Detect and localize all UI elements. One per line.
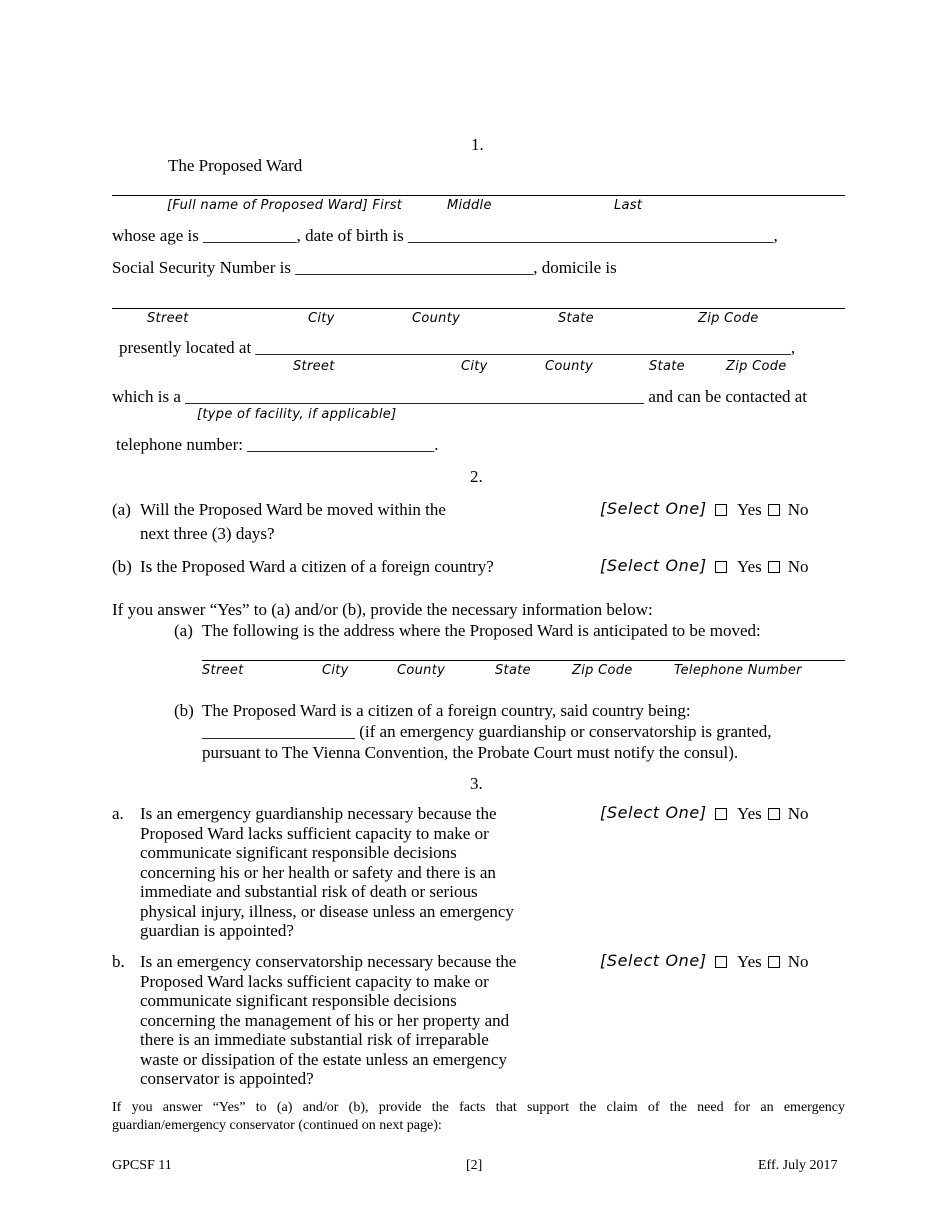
sub-b-marker: (b)	[174, 701, 194, 720]
question-2b-line1: Is the Proposed Ward a citizen of a foreign country?	[140, 557, 494, 576]
facility-line[interactable]: which is a ______________________________________________________ and can be contacted at	[112, 387, 808, 406]
telephone-line[interactable]: telephone number: ______________________.	[116, 435, 439, 454]
question-2a-line1: Will the Proposed Ward be moved within the	[140, 500, 446, 519]
question-3a-options	[715, 804, 815, 824]
domicile-address-line[interactable]	[112, 308, 845, 309]
question-2a-marker: (a)	[112, 500, 131, 519]
no-label: No	[787, 557, 809, 576]
located-label-zip: Zip Code	[726, 359, 787, 374]
sub-b-line2[interactable]: __________________ (if an emergency guardianship or conservatorship is granted,	[202, 722, 772, 741]
yes-checkbox[interactable]	[715, 956, 727, 968]
located-label-city: City	[461, 359, 488, 374]
question-3a-line: concerning his or her health or safety and there is an	[140, 862, 496, 882]
question-3a-line: guardian is appointed?	[140, 921, 294, 940]
yes-checkbox[interactable]	[715, 504, 727, 516]
domicile-label-street: Street	[147, 311, 189, 326]
yes-label: Yes	[737, 557, 762, 576]
footer-effective-date: Eff. July 2017	[758, 1158, 838, 1173]
if-yes-instruction: If you answer “Yes” to (a) and/or (b), provide the necessary information below:	[112, 600, 653, 619]
no-label: No	[787, 804, 809, 823]
section-1-heading: The Proposed Ward	[168, 156, 303, 175]
no-label: No	[787, 952, 809, 971]
move-label-telephone: Telephone Number	[674, 663, 802, 678]
question-3a-line: immediate and substantial risk of death or serious	[140, 882, 478, 901]
domicile-label-county: County	[412, 311, 461, 326]
move-label-county: County	[397, 663, 446, 678]
question-3b-line: communicate significant responsible decisions	[140, 991, 457, 1010]
move-label-street: Street	[202, 663, 244, 678]
age-dob-line[interactable]: whose age is ___________, date of birth is ___________________________________________,	[112, 226, 778, 245]
footer-page-number: [2]	[466, 1158, 483, 1173]
question-3a-line: communicate significant responsible decisions	[140, 843, 457, 862]
facts-instruction-line1: If you answer “Yes” to (a) and/or (b), provide the facts that support the claim of the need for an emergency	[112, 1100, 845, 1115]
yes-label: Yes	[737, 500, 762, 519]
yes-checkbox[interactable]	[715, 808, 727, 820]
no-label: No	[787, 500, 809, 519]
question-3b-line: waste or dissipation of the estate unless an emergency	[140, 1049, 507, 1069]
section-3-number: 3.	[470, 774, 483, 793]
move-address-line[interactable]	[202, 660, 845, 661]
located-label-street: Street	[293, 359, 335, 374]
move-label-zip: Zip Code	[572, 663, 633, 678]
question-3b-options	[715, 952, 815, 972]
question-3a-line: Proposed Ward lacks sufficient capacity to make or	[140, 823, 489, 843]
no-checkbox[interactable]	[768, 808, 780, 820]
yes-label: Yes	[737, 804, 762, 823]
question-3b-line: Is an emergency conservatorship necessary because the	[140, 952, 517, 971]
select-one-label: [Select One]	[600, 556, 707, 575]
no-checkbox[interactable]	[768, 956, 780, 968]
question-3b-line: concerning the management of his or her property and	[140, 1010, 510, 1030]
full-name-line[interactable]	[112, 195, 845, 196]
section-2-number: 2.	[470, 467, 483, 486]
select-one-label: [Select One]	[600, 499, 707, 518]
located-label-county: County	[545, 359, 594, 374]
question-2a-line2: next three (3) days?	[140, 524, 275, 543]
footer-form-id: GPCSF 11	[112, 1158, 172, 1173]
ssn-domicile-line[interactable]: Social Security Number is ____________________________, domicile is	[112, 258, 617, 277]
question-3b-line: conservator is appointed?	[140, 1069, 314, 1088]
question-3a-line: physical injury, illness, or disease unless an emergency	[140, 901, 514, 921]
domicile-label-city: City	[308, 311, 335, 326]
domicile-label-state: State	[558, 311, 594, 326]
move-label-state: State	[495, 663, 531, 678]
domicile-label-zip: Zip Code	[698, 311, 759, 326]
question-3a-marker: a.	[112, 804, 124, 823]
no-checkbox[interactable]	[768, 504, 780, 516]
question-3a-line: Is an emergency guardianship necessary because the	[140, 804, 497, 823]
select-one-label: [Select One]	[600, 951, 707, 970]
question-2a-options	[715, 500, 815, 520]
name-label-middle: Middle	[447, 198, 492, 213]
facts-instruction-line2: guardian/emergency conservator (continued on next page):	[112, 1118, 442, 1133]
question-3b-line: there is an immediate substantial risk of irreparable	[140, 1030, 489, 1049]
sub-a-marker: (a)	[174, 621, 193, 640]
question-3b-text	[140, 952, 580, 1089]
name-label-last: Last	[614, 198, 643, 213]
section-1-number: 1.	[471, 135, 484, 154]
question-3b-line: Proposed Ward lacks sufficient capacity to make or	[140, 971, 489, 991]
question-3a-text	[140, 804, 580, 941]
name-label-first: [Full name of Proposed Ward] First	[167, 198, 403, 213]
located-label-state: State	[649, 359, 685, 374]
sub-a-text: The following is the address where the Proposed Ward is anticipated to be moved:	[202, 621, 761, 640]
yes-checkbox[interactable]	[715, 561, 727, 573]
sub-b-line1: The Proposed Ward is a citizen of a foreign country, said country being:	[202, 701, 691, 720]
question-3b-marker: b.	[112, 952, 125, 971]
sub-b-line3: pursuant to The Vienna Convention, the Probate Court must notify the consul).	[202, 743, 739, 762]
no-checkbox[interactable]	[768, 561, 780, 573]
question-2b-marker: (b)	[112, 557, 132, 576]
question-2b-options	[715, 557, 815, 577]
presently-located-line[interactable]: presently located at _______________________________________________________________,	[119, 338, 796, 357]
select-one-label: [Select One]	[600, 803, 707, 822]
move-label-city: City	[322, 663, 349, 678]
yes-label: Yes	[737, 952, 762, 971]
facility-label: [type of facility, if applicable]	[197, 407, 397, 422]
